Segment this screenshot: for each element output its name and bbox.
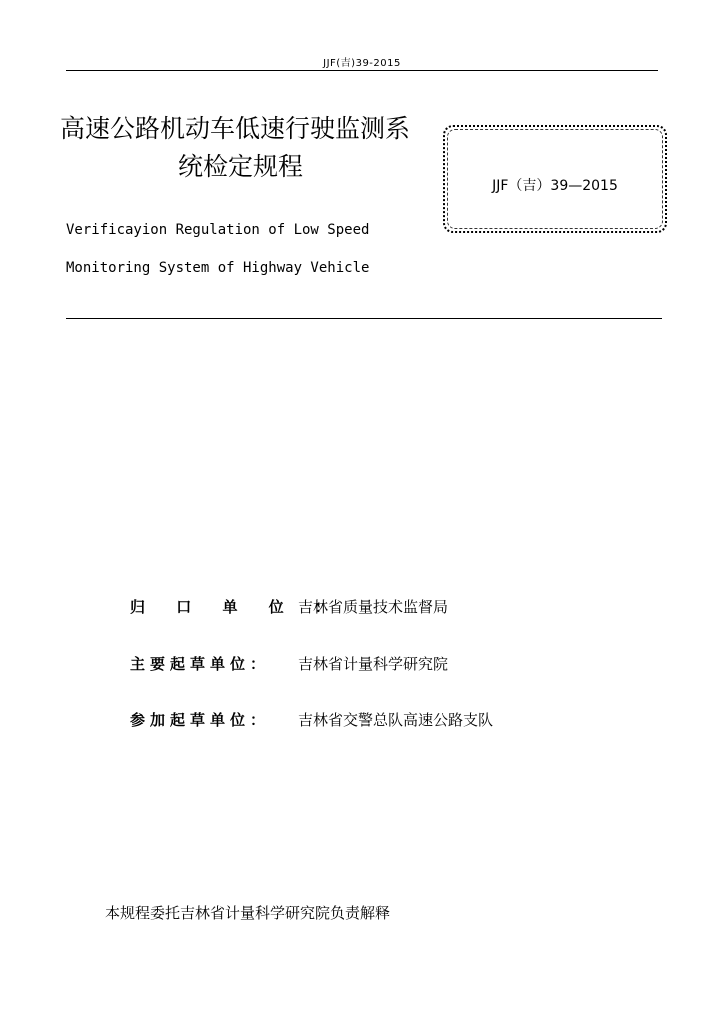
org-row-responsible [130, 596, 448, 617]
org-label-participating-drafter: 参加起草单位： [130, 711, 271, 729]
org-value-main-drafter: 吉林省计量科学研究院 [298, 655, 449, 673]
chinese-title [60, 110, 440, 186]
org-value-participating-drafter: 吉林省交警总队高速公路支队 [298, 711, 494, 729]
org-value-responsible: 吉林省质量技术监督局 [298, 598, 449, 616]
header-divider [66, 70, 658, 71]
english-title [66, 211, 369, 287]
org-label-responsible: 归 口 单 位 ： [130, 598, 343, 616]
english-title-line-1: Verificayion Regulation of Low Speed [66, 222, 370, 238]
header-standard-code: JJF(吉)39-2015 [323, 58, 401, 69]
chinese-title-line-2: 统检定规程 [178, 152, 304, 181]
org-row-main-drafter [130, 653, 448, 674]
interpretation-note: 本规程委托吉林省计量科学研究院负责解释 [105, 904, 391, 922]
chinese-title-line-1: 高速公路机动车低速行驶监测系 [60, 114, 411, 143]
org-label-main-drafter: 主要起草单位： [130, 655, 271, 673]
stamp-standard-code: JJF（吉）39—2015 [492, 178, 618, 194]
english-title-line-2: Monitoring System of Highway Vehicle [66, 260, 370, 276]
title-divider [66, 318, 662, 319]
standard-code-stamp-box [443, 125, 667, 233]
org-row-participating-drafter [130, 709, 493, 730]
